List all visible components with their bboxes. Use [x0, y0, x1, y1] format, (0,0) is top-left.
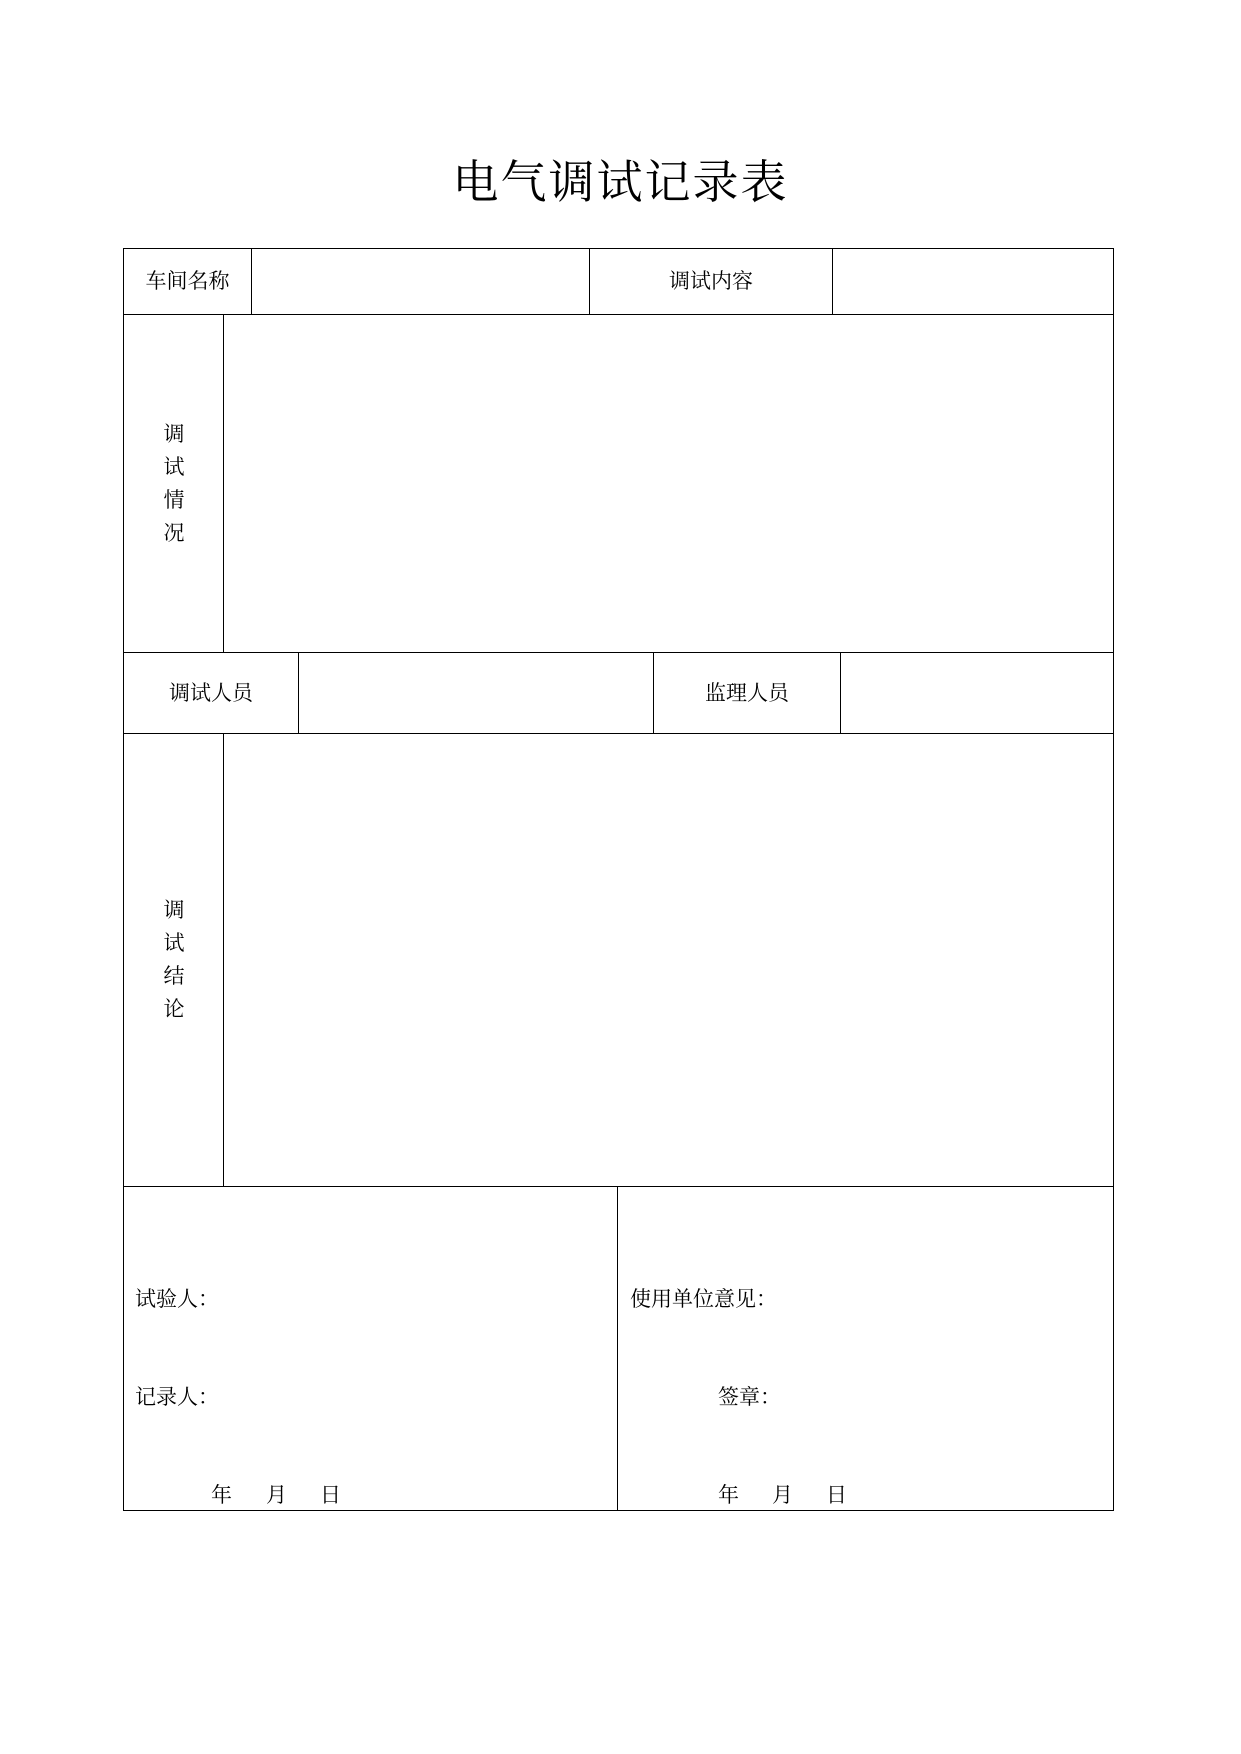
left-month-label: 月	[266, 1483, 287, 1507]
debug-content-field[interactable]	[834, 250, 1112, 313]
user-unit-opinion-field[interactable]	[780, 1282, 1105, 1316]
form-title: 电气调试记录表	[452, 155, 789, 209]
tester-field[interactable]	[300, 654, 652, 732]
table-border-bottom	[123, 1510, 1114, 1511]
seal-field[interactable]	[780, 1380, 1105, 1414]
user-unit-opinion-label: 使用单位意见：	[630, 1287, 777, 1311]
table-border-right	[1113, 248, 1114, 1511]
debug-conclusion-field[interactable]	[225, 735, 1112, 1185]
debug-content-label: 调试内容	[669, 269, 753, 293]
row2-divider	[223, 314, 224, 652]
recorder-label: 记录人：	[135, 1385, 219, 1409]
supervisor-field[interactable]	[842, 654, 1112, 732]
supervisor-label: 监理人员	[705, 681, 789, 705]
seal-label: 签章：	[718, 1385, 781, 1409]
experimenter-label: 试验人：	[135, 1287, 219, 1311]
tester-label: 调试人员	[169, 681, 253, 705]
right-month-label: 月	[772, 1483, 793, 1507]
debug-situation-label: 调 试 情 况	[163, 422, 185, 545]
debug-conclusion-label: 调 试 结 论	[163, 898, 185, 1021]
left-year-label: 年	[211, 1483, 232, 1507]
recorder-signature-field[interactable]	[225, 1380, 605, 1414]
row-divider-4	[123, 1186, 1114, 1187]
row-divider-2	[123, 652, 1114, 653]
right-year-label: 年	[718, 1483, 739, 1507]
table-border-top	[123, 248, 1114, 249]
row1-divider-c	[832, 248, 833, 314]
table-border-left	[123, 248, 124, 1511]
experimenter-signature-field[interactable]	[225, 1282, 605, 1316]
row3-divider-a	[298, 652, 299, 733]
row4-divider	[223, 733, 224, 1186]
row5-divider	[617, 1186, 618, 1510]
workshop-name-label: 车间名称	[145, 269, 230, 293]
row-divider-1	[123, 314, 1114, 315]
right-day-label: 日	[826, 1483, 847, 1507]
workshop-name-field[interactable]	[253, 250, 588, 313]
row3-divider-c	[840, 652, 841, 733]
left-day-label: 日	[320, 1483, 341, 1507]
row-divider-3	[123, 733, 1114, 734]
debug-situation-field[interactable]	[225, 316, 1112, 651]
row1-divider-a	[251, 248, 252, 314]
